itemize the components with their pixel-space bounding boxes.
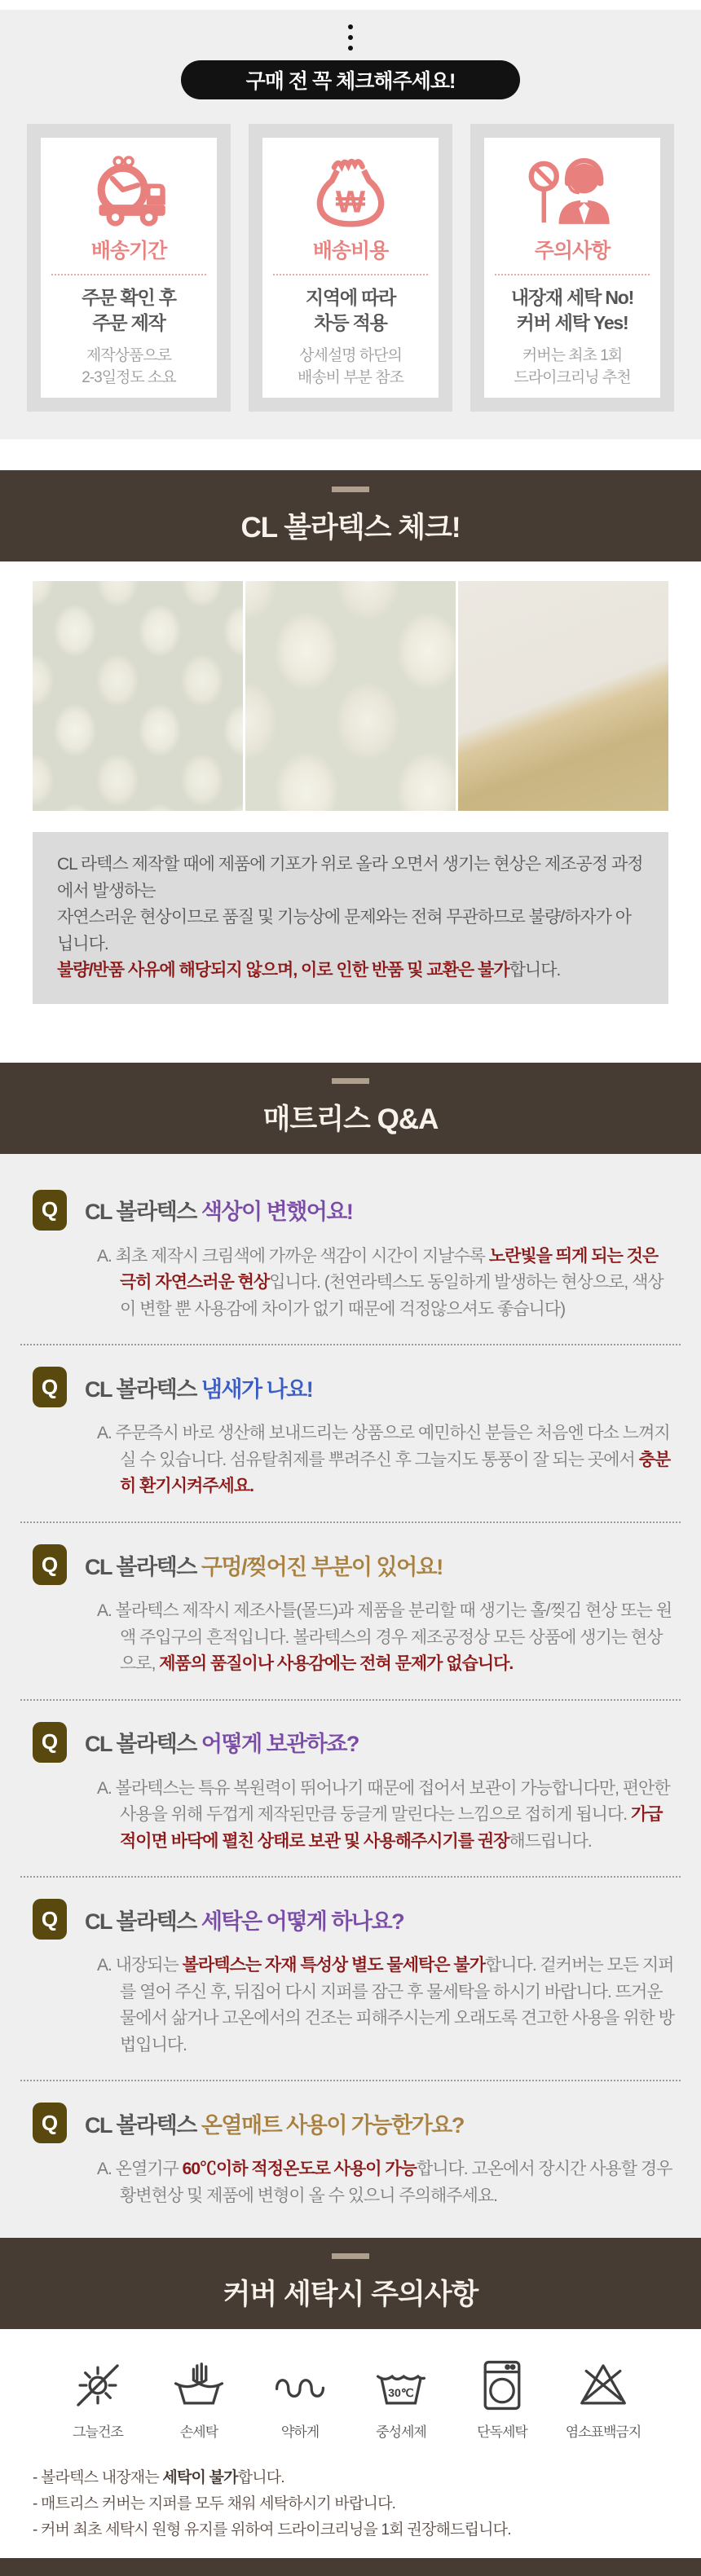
card-main-text: 내장재 세탁 No! 커버 세탁 Yes!: [510, 287, 634, 334]
latex-check-section: [0, 470, 701, 1004]
qna-item: [20, 1722, 681, 1856]
section-title: CL 볼라텍스 체크!: [240, 511, 461, 544]
machine-separate-icon: [462, 2357, 542, 2441]
q-badge: Q: [33, 1544, 67, 1585]
wash-note-line: - 커버 최초 세탁시 원형 유지를 위하여 드라이크리닝을 1회 권장해드립니다.: [33, 2521, 511, 2539]
qna-list: [0, 1154, 701, 2238]
dash-decoration: [332, 1078, 369, 1084]
card-title: 주의사항: [534, 240, 611, 262]
info-cards-row: [0, 124, 701, 412]
wash-icon-label: 그늘건조: [73, 2424, 123, 2440]
latex-bumps-close-photo: [245, 581, 456, 811]
check-banner-label: 구매 전 꼭 체크해주세요!: [245, 70, 456, 93]
latex-bumps-photo: [33, 581, 243, 811]
delivery-cost-card: [249, 124, 452, 412]
latex-photos-row: [33, 581, 668, 811]
delicate-icon: [260, 2357, 340, 2441]
dash-decoration: [332, 2253, 369, 2259]
qna-question: CL 볼라텍스 어떻게 보관하죠?: [85, 1732, 359, 1757]
won-symbol: ₩: [335, 184, 366, 220]
card-main-text: 주문 확인 후 주문 제작: [82, 287, 176, 334]
delivery-period-card: [27, 124, 231, 412]
latex-edge-photo: [458, 581, 668, 811]
ellipsis-dots-decoration: [0, 21, 701, 51]
qna-item: [20, 1544, 681, 1678]
wash-icon-label: 약하게: [280, 2424, 320, 2440]
qna-answer: A. 최초 제작시 크림색에 가까운 색감이 시간이 지날수록 노란빛을 띄게 되는 것은 극히 자연스러운 현상입니다. (천연라텍스도 동일하게 발생하는 현상으로, 색상이 변할 뿐 사용감에 차이가 없기 때문에 걱정않으셔도 좋습니다): [97, 1246, 664, 1319]
qna-divider: [20, 1876, 681, 1878]
q-badge: Q: [33, 1190, 67, 1231]
qna-item: [20, 1899, 681, 2059]
note-line: CL 라텍스 제작할 때에 제품에 기포가 위로 올라 오면서 생기는 현상은 제조공정 과정에서 발생하는: [57, 855, 643, 900]
wash-temp-text: 30℃: [388, 2386, 414, 2400]
card-sub-text: 제작상품으로 2-3일정도 소요: [82, 347, 176, 386]
wash-icons-row: [0, 2357, 701, 2441]
wash-care-section: [0, 2238, 701, 2576]
wash-icon-label: 단독세탁: [477, 2424, 527, 2440]
qna-title-band: [0, 1063, 701, 1154]
qna-divider: [20, 1699, 681, 1701]
card-sub-text: 상세설명 하단의 배송비 부분 참조: [297, 347, 404, 386]
q-badge: Q: [33, 1722, 67, 1763]
money-bag-icon: [298, 154, 403, 231]
qna-divider: [20, 1344, 681, 1345]
q-badge: Q: [33, 1899, 67, 1940]
qna-answer: A. 주문즉시 바로 생산해 보내드리는 상품으로 예민하신 분들은 처음엔 다소 느껴지실 수 있습니다. 섬유탈취제를 뿌려주신 후 그늘지도 통풍이 잘 되는 곳에서 충분히 환기시켜주세요.: [97, 1424, 671, 1496]
qna-item: [20, 2103, 681, 2209]
qna-item: [20, 1367, 681, 1500]
section-title: 커버 세탁시 주의사항: [223, 2279, 478, 2311]
qna-question: CL 볼라텍스 구멍/찢어진 부분이 있어요!: [85, 1554, 443, 1579]
latex-check-title-band: [0, 470, 701, 561]
wash-notes: [33, 2465, 668, 2544]
qna-question: CL 볼라텍스 색상이 변했어요!: [85, 1200, 353, 1225]
footer-band: [0, 2558, 701, 2576]
caution-card: [470, 124, 674, 412]
note-line: 불량/반품 사유에 해당되지 않으며, 이로 인한 반품 및 교환은 불가합니다.: [57, 961, 561, 980]
shade-dry-icon: [58, 2357, 138, 2441]
qna-divider: [20, 2080, 681, 2081]
top-strip: [0, 0, 701, 10]
pre-purchase-check-section: [0, 10, 701, 439]
wash-care-title-band: [0, 2238, 701, 2329]
wash-note-line: - 매트리스 커버는 지퍼를 모두 채워 세탁하시기 바랍니다.: [33, 2495, 396, 2512]
wash-icon-label: 중성세제: [376, 2424, 426, 2440]
q-badge: Q: [33, 1367, 67, 1407]
qna-question: CL 볼라텍스 세탁은 어떻게 하나요?: [85, 1909, 404, 1934]
qna-question: CL 볼라텍스 냄새가 나요!: [85, 1376, 313, 1402]
truck-clock-icon: [77, 154, 181, 231]
qna-section: [0, 1063, 701, 2238]
check-banner: [181, 60, 520, 99]
card-divider: [273, 274, 428, 275]
note-line: 자연스러운 현상이므로 품질 및 기능상에 문제와는 전혀 무관하므로 불량/하자가 아닙니다.: [57, 908, 632, 953]
card-divider: [495, 274, 650, 275]
wash-icon-label: 손세탁: [179, 2424, 218, 2440]
qna-answer: A. 볼라텍스는 특유 복원력이 뛰어나기 때문에 접어서 보관이 가능합니다만, 편안한 사용을 위해 두껍게 제작된만큼 둥글게 말린다는 느낌으로 접히게 됩니다. 가급적이면 바닥에 펼친 상태로 보관 및 사용해주시기를 권장해드립니다.: [97, 1778, 670, 1851]
qna-item: [20, 1190, 681, 1323]
qna-divider: [20, 1521, 681, 1523]
dash-decoration: [332, 487, 369, 492]
card-title: 배송기간: [90, 240, 167, 262]
no-chlorine-bleach-icon: [563, 2357, 643, 2441]
card-sub-text: 커버는 최초 1회 드라이크리닝 추천: [514, 347, 631, 386]
qna-answer: A. 볼라텍스 제작시 제조사틀(몰드)과 제품을 분리할 때 생기는 홀/찢김 현상 또는 원액 주입구의 흔적입니다. 볼라텍스의 경우 제조공정상 모든 상품에 생기는 현상으로, 제품의 품질이나 사용감에는 전혀 문제가 없습니다.: [97, 1601, 672, 1674]
qna-question: CL 볼라텍스 온열매트 사용이 가능한가요?: [85, 2112, 464, 2138]
hand-wash-icon: [159, 2357, 239, 2441]
card-divider: [51, 274, 206, 275]
section-title: 매트리스 Q&A: [262, 1103, 439, 1136]
qna-answer: A. 온열기구 60℃이하 적정온도로 사용이 가능합니다. 고온에서 장시간 사용할 경우 황변현상 및 제품에 변형이 올 수 있으니 주의해주세요.: [97, 2160, 672, 2206]
latex-note-box: [33, 832, 668, 1004]
card-main-text: 지역에 따라 차등 적용: [305, 287, 396, 334]
q-badge: Q: [33, 2103, 67, 2143]
qna-answer: A. 내장되는 볼라텍스는 자재 특성상 별도 물세탁은 불가합니다. 겉커버는 모든 지퍼를 열어 주신 후, 뒤집어 다시 지퍼를 잠근 후 물세탁을 하시기 바랍니다. 뜨거운 물에서 삶거나 고온에서의 건조는 피해주시는게 오래도록 견고한 사용을 위한 방법입니다.: [97, 1956, 674, 2054]
wash-note-line: - 볼라텍스 내장재는 세탁이 불가합니다.: [33, 2468, 284, 2486]
spacer: [0, 439, 701, 470]
wash-icon-label: 염소표백금지: [565, 2424, 641, 2440]
card-title: 배송비용: [312, 240, 389, 262]
neutral-detergent-icon: [361, 2357, 441, 2441]
agent-prohibit-icon: [520, 154, 624, 231]
